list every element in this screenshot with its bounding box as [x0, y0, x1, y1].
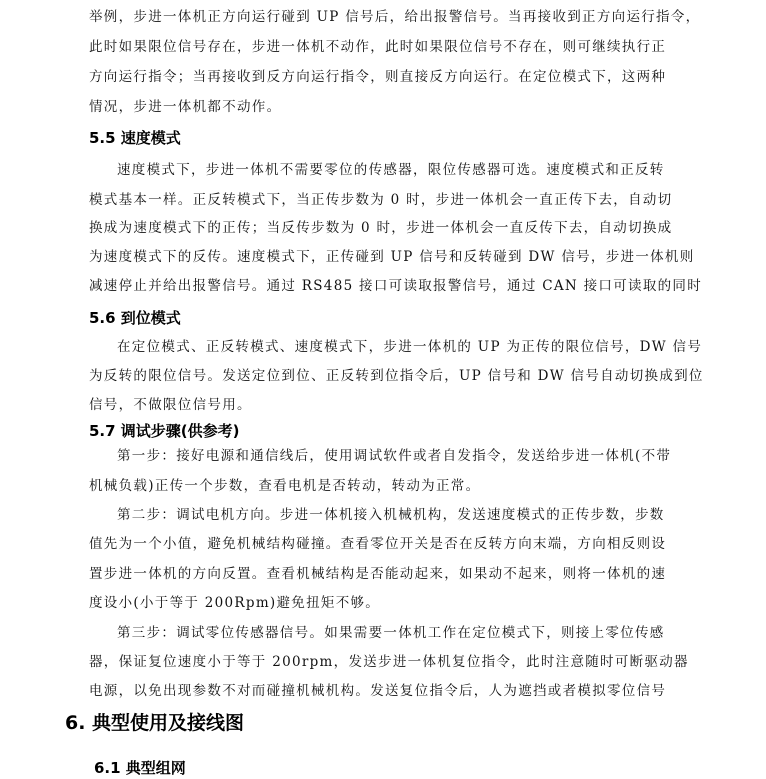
- intro-line-3: 方向运行指令；当再接收到反方向运行指令，则直接反方向运行。在定位模式下，这两种: [89, 69, 667, 85]
- s57-line-5: 置步进一体机的方向反置。查看机械结构是否能动起来，如果动不起来，则将一体机的速: [89, 566, 667, 582]
- intro-line-4: 情况，步进一体机都不动作。: [89, 99, 282, 115]
- section-6-1-heading: 6.1 典型组网: [94, 759, 186, 777]
- s57-line-1: 第一步：接好电源和通信线后，使用调试软件或者自发指令，发送给步进一体机(不带: [117, 448, 672, 464]
- s57-line-4: 值先为一个小值，避免机械结构碰撞。查看零位开关是否在反转方向末端，方向相反则设: [89, 536, 667, 552]
- s57-line-7: 第三步：调试零位传感器信号。如果需要一体机工作在定位模式下，则接上零位传感: [117, 625, 665, 641]
- intro-line-1: 举例，步进一体机正方向运行碰到 UP 信号后，给出报警信号。当再接收到正方向运行指令，: [89, 9, 701, 25]
- s57-line-8: 器，保证复位速度小于等于 200rpm，发送步进一体机复位指令，此时注意随时可断驱动器: [89, 654, 689, 670]
- s55-line-1: 速度模式下，步进一体机不需要零位的传感器，限位传感器可选。速度模式和正反转: [117, 162, 665, 178]
- intro-line-2: 此时如果限位信号存在，步进一体机不动作，此时如果限位信号不存在，则可继续执行正: [89, 39, 667, 55]
- section-5-6-heading: 5.6 到位模式: [89, 309, 181, 327]
- s55-line-4: 为速度模式下的反传。速度模式下，正传碰到 UP 信号和反转碰到 DW 信号，步进一体机则: [89, 249, 695, 265]
- s56-line-2: 为反转的限位信号。发送定位到位、正反转到位指令后，UP 信号和 DW 信号自动切换成到位: [89, 368, 704, 384]
- s57-line-3: 第二步：调试电机方向。步进一体机接入机械机构，发送速度模式的正传步数，步数: [117, 507, 665, 523]
- s55-line-5: 减速停止并给出报警信号。通过 RS485 接口可读取报警信号，通过 CAN 接口可读取的同时: [89, 278, 703, 294]
- s57-line-9: 电源，以免出现参数不对而碰撞机械机构。发送复位指令后，人为遮挡或者模拟零位信号: [89, 683, 667, 699]
- s56-line-3: 信号，不做限位信号用。: [89, 397, 252, 413]
- section-5-5-heading: 5.5 速度模式: [89, 129, 181, 147]
- section-6-heading: 6. 典型使用及接线图: [65, 712, 245, 734]
- s55-line-3: 换成为速度模式下的正传；当反传步数为 0 时，步进一体机会一直反传下去，自动切换成: [89, 220, 673, 236]
- s55-line-2: 模式基本一样。正反转模式下，当正传步数为 0 时，步进一体机会一直正传下去，自动切: [89, 192, 673, 208]
- s56-line-1: 在定位模式、正反转模式、速度模式下，步进一体机的 UP 为正传的限位信号，DW 信号: [117, 339, 703, 355]
- s57-line-2: 机械负载)正传一个步数，查看电机是否转动，转动为正常。: [89, 478, 481, 494]
- s57-line-6: 度设小(小于等于 200Rpm)避免扭矩不够。: [89, 595, 381, 611]
- section-5-7-heading: 5.7 调试步骤(供参考): [89, 422, 240, 440]
